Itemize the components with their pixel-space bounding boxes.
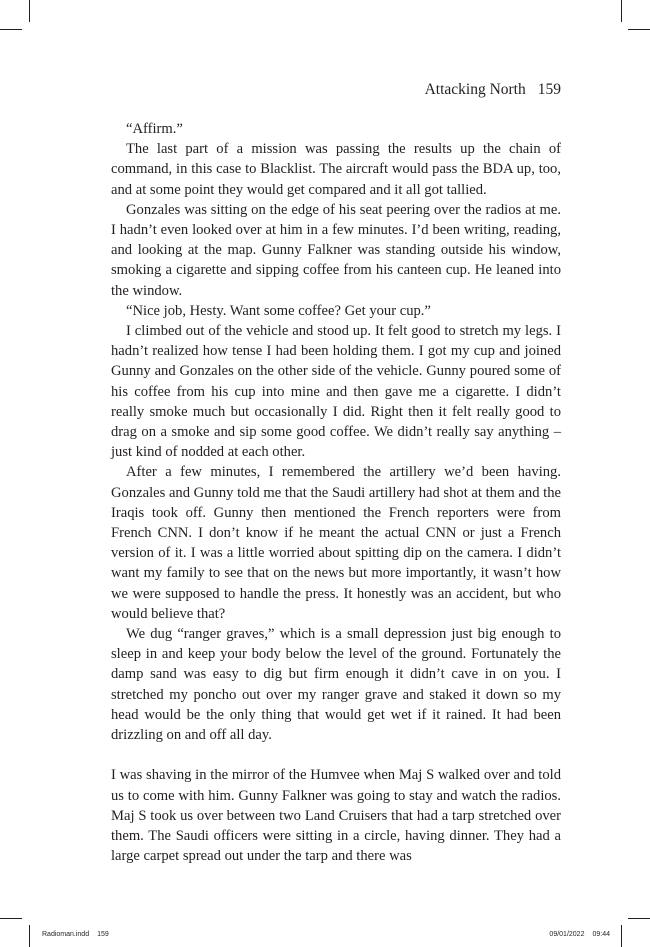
slug-file-info bbox=[42, 930, 109, 939]
crop-mark-bottom-left bbox=[29, 925, 30, 947]
crop-mark-bottom-right-horizontal bbox=[628, 918, 650, 919]
page-number: 159 bbox=[537, 81, 561, 98]
crop-mark-top-left-horizontal bbox=[0, 29, 22, 30]
slug-date: 09/01/2022 bbox=[549, 931, 585, 938]
body-text bbox=[111, 119, 561, 867]
paragraph: We dug “ranger graves,” which is a small depression just big enough to sleep in and keep your body below the level of the ground. Fortunately the damp sand was easy to dig but firm enough it didn’t cave in on you. I stretched my poncho out over my ranger grave and staked it down so my head would be the only thing that would get wet if it rained. It had been drizzling on and off all day. bbox=[111, 626, 561, 744]
crop-mark-top-right bbox=[621, 0, 622, 22]
paragraph: “Nice job, Hesty. Want some coffee? Get your cup.” bbox=[126, 302, 431, 319]
paragraph: After a few minutes, I remembered the artillery we’d been having. Gonzales and Gunny told me that the Saudi artillery had shot at them and the Iraqis took off. Gunny then mentioned the French reporters were from French CNN. I don’t know if he meant the actual CNN or just a French version of it. I was a little worried about spitting dip on the camera. I didn’t want my family to see that on the news but more importantly, it wasn’t how we were supposed to handle the press. It honestly was an accident, but who would believe that? bbox=[111, 464, 561, 622]
crop-mark-top-right-horizontal bbox=[628, 29, 650, 30]
paragraph: I climbed out of the vehicle and stood up. It felt good to stretch my legs. I hadn’t realized how tense I had been holding them. I got my cup and joined Gunny and Gonzales on the other side of the vehicle. Gunny poured some of his coffee from his cup into mine and then gave me a cigarette. I didn’t really smoke much but occasionally I did. Right then it felt really good to drag on a smoke and sip some good coffee. We didn’t really say anything – just kind of nodded at each other. bbox=[111, 323, 561, 461]
paragraph-section-start: I was shaving in the mirror of the Humvee when Maj S walked over and told us to come with him. Gunny Falkner was going to stay and watch the radios. Maj S took us over between two Land Cruisers that had a tarp stretched over them. The Saudi officers were sitting in a circle, having dinner. They had a large carpet spread out under the tarp and there was bbox=[111, 767, 561, 865]
chapter-title: Attacking North bbox=[424, 81, 526, 98]
paragraph: “Affirm.” bbox=[126, 121, 183, 137]
running-head bbox=[425, 80, 561, 100]
slug-file-name: Radioman.indd bbox=[42, 931, 90, 938]
crop-mark-bottom-right bbox=[621, 925, 622, 947]
slug-page: 159 bbox=[97, 931, 109, 938]
paragraph: Gonzales was sitting on the edge of his seat peering over the radios at me. I hadn’t even looked over at him in a few minutes. I’d been writing, reading, and looking at the map. Gunny Falkner was standing outside his window, smoking a cigarette and sipping coffee from his canteen cup. He leaned into the window. bbox=[111, 201, 561, 299]
slug-time: 09:44 bbox=[592, 931, 610, 938]
paragraph: The last part of a mission was passing the results up the chain of command, in this case to Blacklist. The aircraft would pass the BDA up, too, and at some point they would get compared and it all got tallied. bbox=[111, 141, 561, 198]
crop-mark-bottom-left-horizontal bbox=[0, 918, 22, 919]
crop-mark-top-left bbox=[29, 0, 30, 22]
slug-timestamp bbox=[549, 930, 610, 939]
